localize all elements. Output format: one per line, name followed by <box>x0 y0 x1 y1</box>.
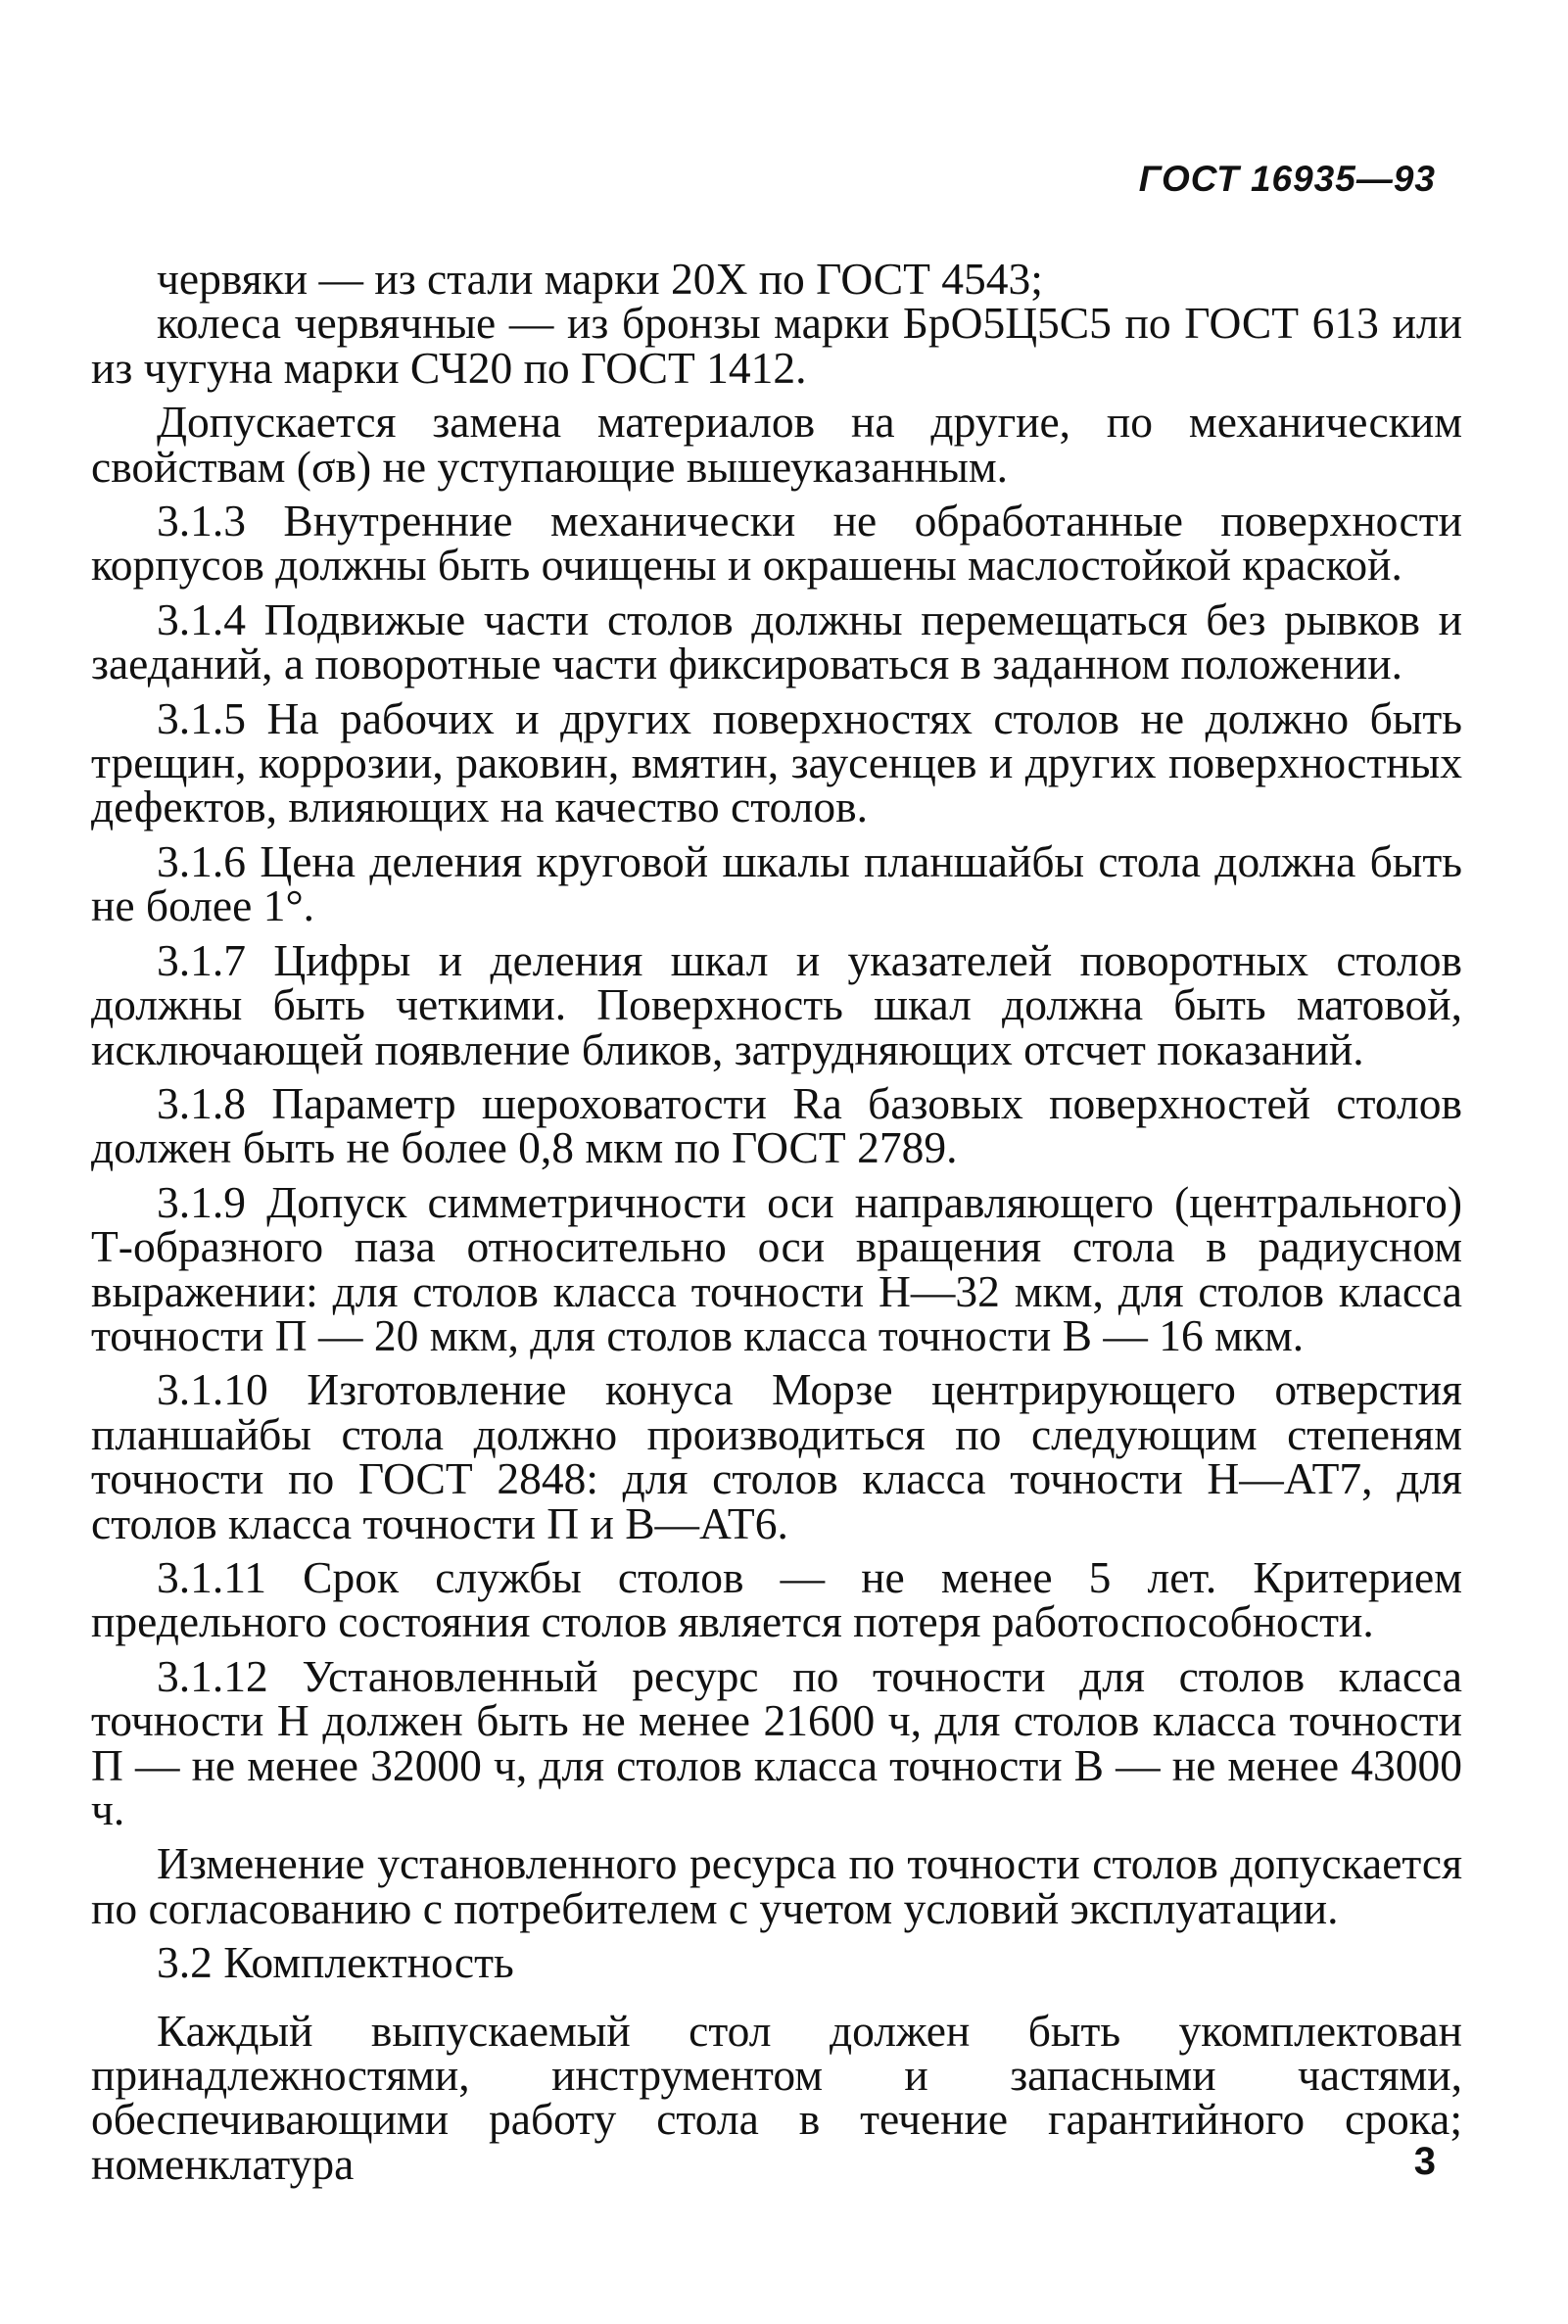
document-body <box>91 254 1462 2189</box>
paragraph-3-1-11: 3.1.11 Срок службы столов — не менее 5 лет. Критерием предельного состояния столов является потеря работоспособности. <box>91 1551 1462 1647</box>
paragraph-3-1-12: 3.1.12 Установленный ресурс по точности для столов класса точности Н должен быть не менее 21600 ч, для столов класса точности П — не менее 32000 ч, для столов класса точности В — не менее 43000 ч. <box>91 1650 1462 1834</box>
page-number: 3 <box>1413 2140 1436 2183</box>
paragraph-materials-worms: червяки — из стали марки 20Х по ГОСТ 4543; <box>157 254 1043 304</box>
paragraph-3-1-8: 3.1.8 Параметр шероховатости Ra базовых поверхностей столов должен быть не более 0,8 мкм по ГОСТ 2789. <box>91 1077 1462 1173</box>
paragraph-3-1-10: 3.1.10 Изготовление конуса Морзе центрирующего отверстия планшайбы стола должно производиться по следующим степеням точности по ГОСТ 2848: для столов класса точности Н—АТ7, для столов класса точности П и В—АТ6. <box>91 1364 1462 1548</box>
paragraph-3-1-6: 3.1.6 Цена деления круговой шкалы планшайбы стола должна быть не более 1°. <box>91 835 1462 931</box>
paragraph-materials-wheels: колеса червячные — из бронзы марки БрО5Ц5С5 по ГОСТ 613 или из чугуна марки СЧ20 по ГОСТ 1412. <box>91 298 1462 393</box>
paragraph-3-1-5: 3.1.5 На рабочих и других поверхностях столов не должно быть трещин, коррозии, раковин, вмятин, заусенцев и других поверхностных дефектов, влияющих на качество столов. <box>91 692 1462 832</box>
section-heading-3-2: 3.2 Комплектность <box>157 1937 514 1988</box>
paragraph-3-1-9: 3.1.9 Допуск симметричности оси направляющего (центрального) Т-образного паза относительно оси вращения стола в радиусном выражении: для столов класса точности Н—32 мкм, для столов класса точности П — 20 мкм, для столов класса точности В — 16 мкм. <box>91 1176 1462 1360</box>
paragraph-material-substitution: Допускается замена материалов на другие, по механическим свойствам (σв) не уступающие вышеуказанным. <box>91 397 1462 492</box>
paragraph-3-1-7: 3.1.7 Цифры и деления шкал и указателей поворотных столов должны быть четкими. Поверхность шкал должна быть матовой, исключающей появление бликов, затрудняющих отсчет показаний. <box>91 934 1462 1074</box>
page-header-doc-id: ГОСТ 16935—93 <box>1138 159 1436 199</box>
paragraph-3-1-4: 3.1.4 Подвижые части столов должны перемещаться без рывков и заеданий, а поворотные части фиксироваться в заданном положении. <box>91 593 1462 689</box>
paragraph-resource-change: Изменение установленного ресурса по точности столов допускается по согласованию с потребителем с учетом условий эксплуатации. <box>91 1838 1462 1933</box>
paragraph-3-1-3: 3.1.3 Внутренние механически не обработанные поверхности корпусов должны быть очищены и окрашены маслостойкой краской. <box>91 496 1462 591</box>
paragraph-completeness: Каждый выпускаемый стол должен быть укомплектован принадлежностями, инструментом и запасными частями, обеспечивающими работу стола в течение гарантийного срока; номенклатура <box>91 2005 1462 2189</box>
